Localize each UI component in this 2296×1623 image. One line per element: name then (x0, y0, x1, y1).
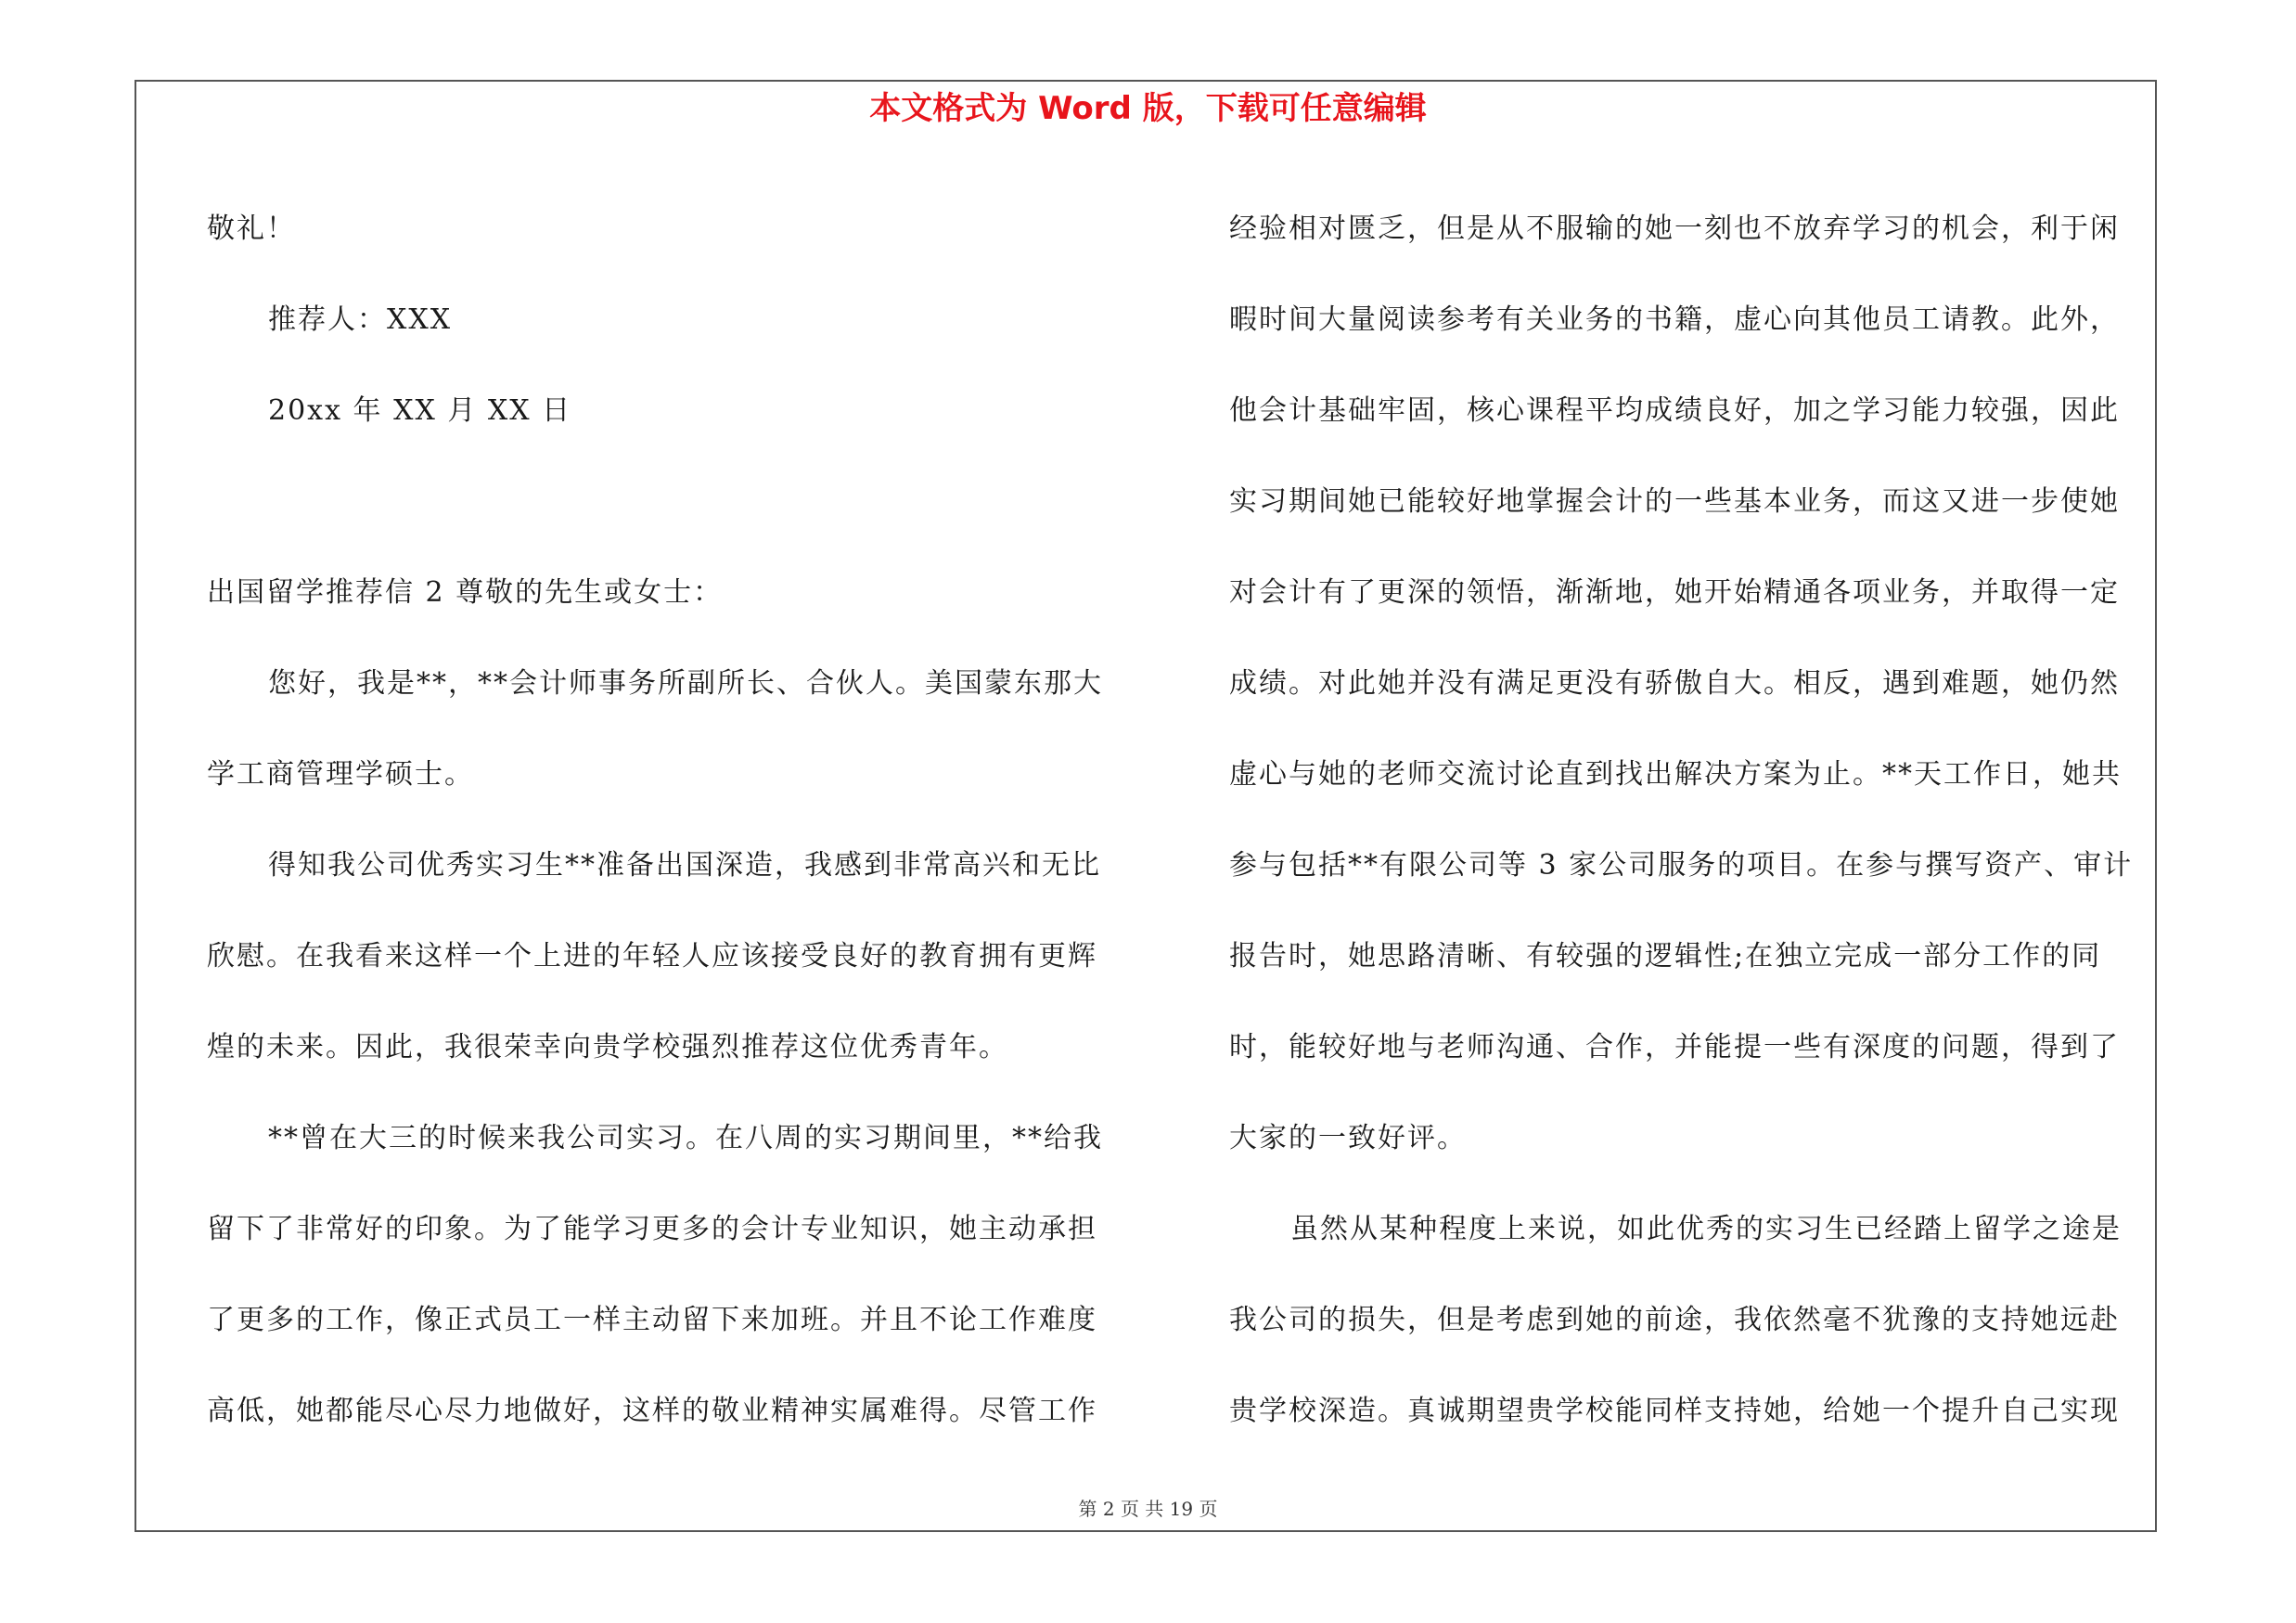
text-line: 报告时，她思路清晰、有较强的逻辑性;在独立完成一部分工作的同 (1229, 940, 2102, 973)
text-line: 贵学校深造。真诚期望贵学校能同样支持她，给她一个提升自己实现 (1229, 1395, 2120, 1427)
text-line: 得知我公司优秀实习生**准备出国深造，我感到非常高兴和无比 (268, 849, 1101, 882)
text-line: 我公司的损失，但是考虑到她的前途，我依然毫不犹豫的支持她远赴 (1229, 1304, 2120, 1336)
text-line: 学工商管理学硕士。 (207, 758, 474, 791)
page-number: 第 2 页 共 19 页 (1078, 1498, 1218, 1520)
right-column (1229, 184, 2157, 1457)
text-line: 对会计有了更深的领悟，渐渐地，她开始精通各项业务，并取得一定 (1229, 576, 2120, 609)
text-line: 煌的未来。因此，我很荣幸向贵学校强烈推荐这位优秀青年。 (207, 1031, 1008, 1063)
spacer (207, 457, 1135, 547)
text-line: 欣慰。在我看来这样一个上进的年轻人应该接受良好的教育拥有更辉 (207, 940, 1097, 973)
text-line: 留下了非常好的印象。为了能学习更多的会计专业知识，她主动承担 (207, 1213, 1097, 1245)
text-line: 高低，她都能尽心尽力地做好，这样的敬业精神实属难得。尽管工作 (207, 1395, 1097, 1427)
text-line: 他会计基础牢固，核心课程平均成绩良好，加之学习能力较强，因此 (1229, 394, 2120, 427)
text-line: 成绩。对此她并没有满足更没有骄傲自大。相反，遇到难题，她仍然 (1229, 667, 2120, 700)
text-line: 时，能较好地与老师沟通、合作，并能提一些有深度的问题，得到了 (1229, 1031, 2120, 1063)
text-line: 虽然从某种程度上来说，如此优秀的实习生已经踏上留学之途是 (1290, 1213, 2122, 1245)
closing-salutation: 敬礼！ (207, 213, 296, 245)
text-line: 暇时间大量阅读参考有关业务的书籍，虚心向其他员工请教。此外， (1229, 303, 2120, 336)
text-line: 经验相对匮乏，但是从不服输的她一刻也不放弃学习的机会，利于闲 (1229, 213, 2120, 245)
text-line: 参与包括**有限公司等 3 家公司服务的项目。在参与撰写资产、审计 (1229, 849, 2134, 882)
format-notice: 本文格式为 Word 版，下载可任意编辑 (869, 90, 1427, 127)
text-line: 了更多的工作，像正式员工一样主动留下来加班。并且不论工作难度 (207, 1304, 1097, 1336)
letter-heading: 出国留学推荐信 2 尊敬的先生或女士： (207, 576, 724, 609)
recommender-line: 推荐人：XXX (268, 303, 453, 336)
text-line: **曾在大三的时候来我公司实习。在八周的实习期间里，**给我 (268, 1122, 1103, 1154)
date-line: 20xx 年 XX 月 XX 日 (268, 394, 572, 427)
text-line: 实习期间她已能较好地掌握会计的一些基本业务，而这又进一步使她 (1229, 485, 2120, 518)
text-line: 您好，我是**，**会计师事务所副所长、合伙人。美国蒙东那大 (268, 667, 1103, 700)
text-line: 大家的一致好评。 (1229, 1122, 1467, 1154)
text-line: 虚心与她的老师交流讨论直到找出解决方案为止。**天工作日，她共 (1229, 758, 2122, 791)
left-column (207, 184, 1135, 1457)
